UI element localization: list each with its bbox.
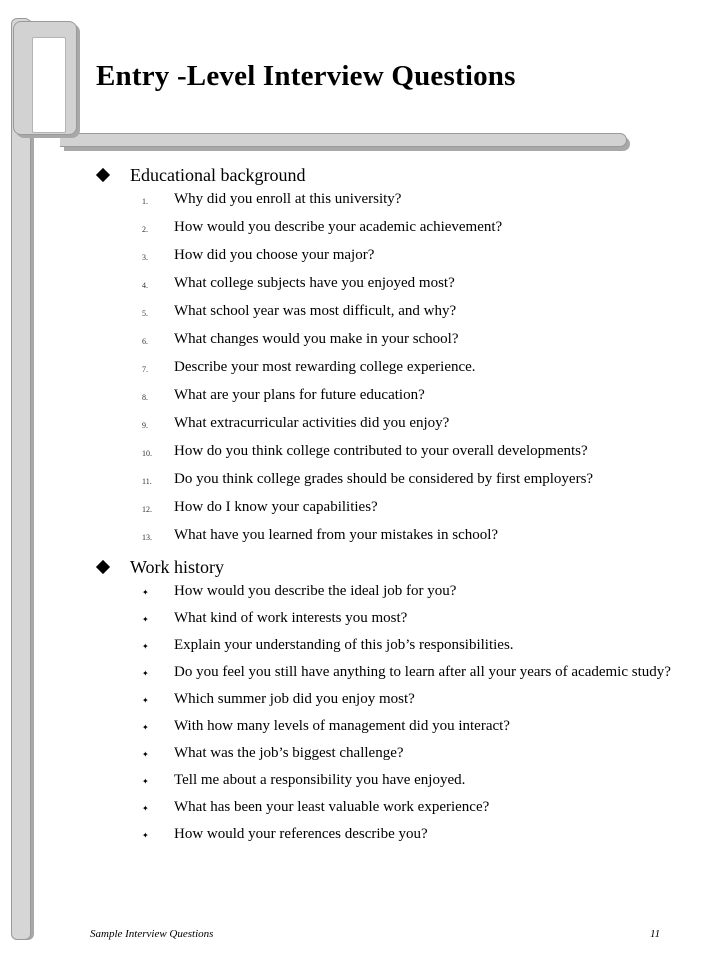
item-text: What college subjects have you enjoyed most? (174, 275, 455, 291)
item-number: 9. (142, 421, 148, 430)
item-text: Which summer job did you enjoy most? (174, 691, 415, 707)
frame-vertical-bar (11, 18, 31, 940)
footer-document-title: Sample Interview Questions (90, 928, 214, 940)
small-diamond-bullet-icon: ✦ (142, 804, 149, 813)
item-text: How did you choose your major? (174, 247, 375, 263)
small-diamond-bullet-icon: ✦ (142, 642, 149, 651)
list-item (96, 770, 686, 792)
item-number: 1. (142, 197, 148, 206)
section-educational-background (96, 164, 686, 548)
list-item (96, 635, 686, 657)
section-label: Work history (130, 557, 225, 577)
item-number: 4. (142, 281, 148, 290)
section-heading (96, 164, 686, 189)
item-number: 5. (142, 309, 148, 318)
small-diamond-bullet-icon: ✦ (142, 615, 149, 624)
small-diamond-bullet-icon: ✦ (142, 831, 149, 840)
item-text: What school year was most difficult, and why? (174, 303, 457, 319)
small-diamond-bullet-icon: ✦ (142, 777, 149, 786)
item-text: Describe your most rewarding college experience. (174, 359, 476, 375)
item-text: What changes would you make in your school? (174, 331, 459, 347)
item-text: What has been your least valuable work experience? (174, 799, 490, 815)
item-text: What was the job’s biggest challenge? (174, 745, 404, 761)
item-number: 11. (142, 477, 152, 486)
list-item (96, 189, 686, 212)
diamond-bullet-icon (96, 560, 110, 574)
item-number: 12. (142, 505, 152, 514)
list-item (96, 245, 686, 268)
item-text: Why did you enroll at this university? (174, 191, 402, 207)
item-text: What have you learned from your mistakes in school? (174, 527, 499, 543)
small-diamond-bullet-icon: ✦ (142, 588, 149, 597)
list-item (96, 413, 686, 436)
item-text: Do you think college grades should be considered by first employers? (174, 471, 594, 487)
item-text: How do you think college contributed to your overall developments? (174, 443, 588, 459)
small-diamond-bullet-icon: ✦ (142, 750, 149, 759)
item-text: Tell me about a responsibility you have enjoyed. (174, 772, 466, 788)
item-number: 3. (142, 253, 148, 262)
footer-page-number: 11 (650, 928, 661, 940)
list-item (96, 581, 686, 603)
list-item (96, 743, 686, 765)
section-work-history (96, 556, 686, 846)
item-number: 2. (142, 225, 148, 234)
list-item (96, 441, 686, 464)
list-item (96, 273, 686, 296)
list-item (96, 716, 686, 738)
section-label: Educational background (130, 165, 306, 185)
list-item (96, 497, 686, 520)
item-text: How do I know your capabilities? (174, 499, 378, 515)
frame-horizontal-bar (60, 133, 627, 147)
list-item (96, 385, 686, 408)
diamond-bullet-icon (96, 168, 110, 182)
item-number: 6. (142, 337, 148, 346)
list-item (96, 329, 686, 352)
list-item (96, 469, 686, 492)
item-text: With how many levels of management did you interact? (174, 718, 510, 734)
item-number: 7. (142, 365, 148, 374)
list-item (96, 525, 686, 548)
question-list (96, 164, 686, 854)
page-title: Entry -Level Interview Questions (96, 60, 516, 92)
item-text: How would you describe the ideal job for you? (174, 583, 457, 599)
list-item (96, 301, 686, 324)
item-number: 13. (142, 533, 152, 542)
item-text: How would your references describe you? (174, 826, 428, 842)
list-item (96, 608, 686, 630)
item-text: Do you feel you still have anything to learn after all your years of academic study? (174, 664, 671, 680)
list-item (96, 662, 686, 684)
item-number: 10. (142, 449, 152, 458)
item-text: How would you describe your academic achievement? (174, 219, 503, 235)
list-item (96, 689, 686, 711)
item-text: What kind of work interests you most? (174, 610, 408, 626)
item-text: Explain your understanding of this job’s responsibilities. (174, 637, 514, 653)
item-number: 8. (142, 393, 148, 402)
small-diamond-bullet-icon: ✦ (142, 723, 149, 732)
item-text: What extracurricular activities did you enjoy? (174, 415, 450, 431)
list-item (96, 357, 686, 380)
item-text: What are your plans for future education? (174, 387, 425, 403)
section-heading (96, 556, 686, 581)
list-item (96, 797, 686, 819)
small-diamond-bullet-icon: ✦ (142, 669, 149, 678)
list-item (96, 217, 686, 240)
small-diamond-bullet-icon: ✦ (142, 696, 149, 705)
frame-corner-box-window (32, 37, 66, 133)
list-item (96, 824, 686, 846)
